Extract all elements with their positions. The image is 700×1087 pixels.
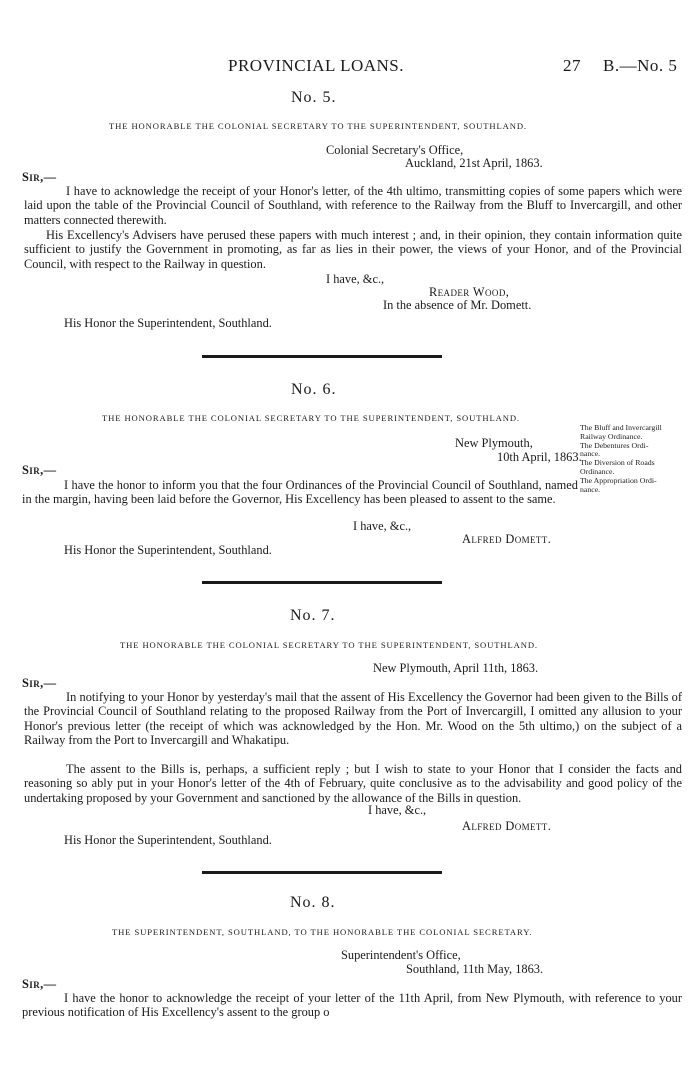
letter-heading: THE HONORABLE THE COLONIAL SECRETARY TO THE SUPERINTENDENT, SOUTHLAND. — [102, 413, 520, 423]
signature: Alfred Domett. — [462, 532, 552, 546]
margin-note: The Bluff and Invercargill Railway Ordinance. The Debentures Ordi- nance. The Diversion of Roads Ordinance. The Appropriation Ordi- nance. — [580, 423, 662, 494]
letter-paragraph: In notifying to your Honor by yesterday's mail that the assent of His Excellency the Governor had been given to the Bills of the Provincial Council of Southland relating to the proposed Railway from the Port of Invercargill, I omitted any allusion to your Honor's previous letter (the receipt of which was acknowledged by the Hon. Mr. Wood on the 5th ultimo,) on the subject of a Railway from the Port to Invercargill and Whakatipu. — [24, 690, 682, 747]
section-divider — [202, 871, 442, 874]
address-line: New Plymouth, — [455, 436, 533, 450]
letter-number: No. 8. — [290, 894, 336, 911]
letter-paragraph: The assent to the Bills is, perhaps, a sufficient reply ; but I wish to state to your Honor that I consider the facts and reasoning so ably put in your Honor's letter of the 4th of February, quite conclusive as to the advisability and good policy of the undertaking proposed by your Government and sanctioned by the allowance of the Bills in question. — [24, 762, 682, 805]
closing: I have, &c., — [368, 803, 427, 817]
address-line: Colonial Secretary's Office, — [326, 143, 464, 157]
signature-note: In the absence of Mr. Domett. — [383, 298, 532, 312]
salutation: Sir,— — [22, 170, 57, 184]
letter-paragraph: I have the honor to inform you that the four Ordinances of the Provincial Council of Southland, named in the margin, having been laid before the Governor, His Excellency has been pleased to assent to the same. — [22, 478, 578, 507]
paper-reference: B.—No. 5 — [603, 56, 678, 75]
salutation: Sir,— — [22, 676, 57, 690]
address-line: New Plymouth, April 11th, 1863. — [373, 661, 539, 675]
addressee: His Honor the Superintendent, Southland. — [64, 316, 272, 330]
address-date: 10th April, 1863. — [497, 450, 582, 464]
address-date: Auckland, 21st April, 1863. — [405, 156, 543, 170]
signature: Reader Wood, — [429, 285, 510, 299]
letter-paragraph: I have to acknowledge the receipt of your Honor's letter, of the 4th ultimo, transmitting copies of some papers which were laid upon the table of the Provincial Council of Southland, with reference to the Railway from the Bluff to Invercargill, and other matters connected therewith. — [24, 184, 682, 227]
salutation: Sir,— — [22, 977, 57, 991]
letter-number: No. 7. — [290, 607, 336, 624]
letter-paragraph: I have the honor to acknowledge the receipt of your letter of the 11th April, from New Plymouth, with reference to your previous notification of His Excellency's assent to the group o — [22, 991, 682, 1020]
section-divider — [202, 581, 442, 584]
letter-heading: THE HONORABLE THE COLONIAL SECRETARY TO THE SUPERINTENDENT, SOUTHLAND. — [120, 640, 538, 650]
addressee: His Honor the Superintendent, Southland. — [64, 543, 272, 557]
address-line: Superintendent's Office, — [341, 948, 461, 962]
salutation: Sir,— — [22, 463, 57, 477]
section-divider — [202, 355, 442, 358]
running-title: PROVINCIAL LOANS. — [228, 56, 404, 75]
signature: Alfred Domett. — [462, 819, 552, 833]
addressee: His Honor the Superintendent, Southland. — [64, 833, 272, 847]
address-date: Southland, 11th May, 1863. — [406, 962, 544, 976]
letter-number: No. 5. — [291, 89, 337, 106]
letter-heading: THE SUPERINTENDENT, SOUTHLAND, TO THE HONORABLE THE COLONIAL SECRETARY. — [112, 927, 533, 937]
page-number: 27 — [563, 56, 581, 75]
letter-heading: THE HONORABLE THE COLONIAL SECRETARY TO THE SUPERINTENDENT, SOUTHLAND. — [109, 121, 527, 131]
letter-number: No. 6. — [291, 381, 337, 398]
closing: I have, &c., — [326, 272, 385, 286]
closing: I have, &c., — [353, 519, 412, 533]
letter-paragraph: His Excellency's Advisers have perused these papers with much interest ; and, in their opinion, they contain information quite sufficient to justify the Government in promoting, as far as lies in their power, the views of your Honor, and of the Provincial Council, with respect to the Railway in question. — [24, 228, 682, 271]
